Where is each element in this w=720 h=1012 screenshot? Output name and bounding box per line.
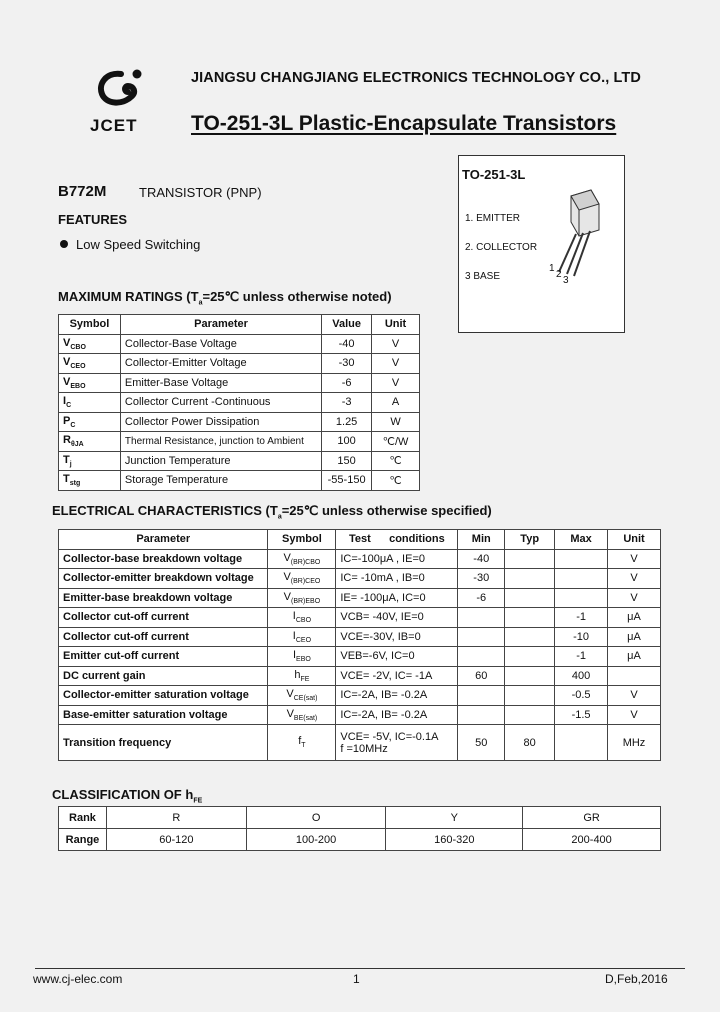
- table-row: [59, 393, 420, 413]
- symbol-cell: $T_{stg}$: [59, 471, 121, 491]
- min-cell: [458, 647, 505, 667]
- pin-1-label: 1. EMITTER: [465, 213, 521, 224]
- range-cell: 200-400: [523, 829, 661, 851]
- unit-cell: ℃/W: [372, 432, 420, 452]
- max-ratings-body: [59, 334, 420, 490]
- electrical-body: [59, 549, 661, 725]
- unit-cell: V: [608, 549, 661, 569]
- bullet-icon: [60, 240, 68, 248]
- unit-cell: V: [608, 569, 661, 589]
- table-row: [59, 432, 420, 452]
- min-cell: -40: [458, 549, 505, 569]
- value-cell: -3: [322, 393, 372, 413]
- param-cell: DC current gain: [59, 666, 268, 686]
- range-row: [59, 829, 661, 851]
- symbol-cell: $V_{(BR)EBO}$: [268, 588, 336, 608]
- table-row: [59, 686, 661, 706]
- header-value: Value: [322, 315, 372, 335]
- parameter-cell: Collector-Base Voltage: [120, 334, 321, 354]
- parameter-cell: Junction Temperature: [120, 451, 321, 471]
- condition-line-2: f =10MHz: [340, 742, 388, 755]
- parameter-cell: Emitter-Base Voltage: [120, 373, 321, 393]
- min-cell: [458, 686, 505, 706]
- electrical-table: [58, 529, 661, 761]
- rank-cell: O: [246, 807, 386, 829]
- condition-cell: IC=-2A, IB= -0.2A: [336, 705, 458, 725]
- header-min: Min: [458, 530, 505, 550]
- value-cell: 1.25: [322, 412, 372, 432]
- feature-item: [60, 237, 200, 252]
- value-cell: 100: [322, 432, 372, 452]
- header-parameter: Parameter: [59, 530, 268, 550]
- param-cell: Collector-base breakdown voltage: [59, 549, 268, 569]
- value-cell: -6: [322, 373, 372, 393]
- classification-heading: CLASSIFICATION OF $h_{FE}$: [52, 787, 203, 805]
- symbol-cell: $V_{EBO}$: [59, 373, 121, 393]
- symbol-cell: $V_{(BR)CEO}$: [268, 569, 336, 589]
- min-cell: -30: [458, 569, 505, 589]
- condition-cell: IC=-2A, IB= -0.2A: [336, 686, 458, 706]
- parameter-cell: Thermal Resistance, junction to Ambient: [120, 432, 321, 452]
- condition-cell: VCE= -2V, IC= -1A: [336, 666, 458, 686]
- footer-divider: [35, 968, 685, 969]
- table-row: [59, 373, 420, 393]
- condition-cell: VCE=-30V, IB=0: [336, 627, 458, 647]
- table-row: [59, 627, 661, 647]
- unit-cell: V: [608, 705, 661, 725]
- condition-cell: VEB=-6V, IC=0: [336, 647, 458, 667]
- unit-cell: V: [372, 354, 420, 374]
- package-name: TO-251-3L: [462, 167, 526, 182]
- symbol-cell: $h_{FE}$: [268, 666, 336, 686]
- condition-line-1: VCE= -5V, IC=-0.1A: [340, 730, 439, 743]
- min-cell: 60: [458, 666, 505, 686]
- typ-cell: [505, 686, 555, 706]
- table-row: [59, 549, 661, 569]
- symbol-cell: $V_{CE(sat)}$: [268, 686, 336, 706]
- max-cell: [555, 549, 608, 569]
- range-cell: 100-200: [246, 829, 386, 851]
- condition-cell: VCB= -40V, IE=0: [336, 608, 458, 628]
- max-ratings-table: [58, 314, 420, 491]
- company-name: JIANGSU CHANGJIANG ELECTRONICS TECHNOLOGY CO., LTD: [191, 70, 641, 86]
- table-header-row: [59, 530, 661, 550]
- value-cell: -40: [322, 334, 372, 354]
- unit-cell: W: [372, 412, 420, 432]
- table-row: [59, 666, 661, 686]
- table-row: [59, 412, 420, 432]
- header-typ: Typ: [505, 530, 555, 550]
- table-header-row: [59, 315, 420, 335]
- table-row: [59, 354, 420, 374]
- symbol-cell: $I_{CEO}$: [268, 627, 336, 647]
- param-cell: Collector cut-off current: [59, 608, 268, 628]
- max-cell: [555, 569, 608, 589]
- value-cell: -30: [322, 354, 372, 374]
- table-row: [59, 608, 661, 628]
- parameter-cell: Collector Current -Continuous: [120, 393, 321, 413]
- unit-cell: V: [372, 334, 420, 354]
- table-row: [59, 588, 661, 608]
- param-cell: Emitter-base breakdown voltage: [59, 588, 268, 608]
- pin-number-2: 2: [556, 269, 562, 280]
- unit-cell: MHz: [608, 725, 661, 761]
- unit-cell: ℃: [372, 471, 420, 491]
- max-cell: -1.5: [555, 705, 608, 725]
- feature-text: Low Speed Switching: [76, 237, 201, 252]
- logo-text: JCET: [90, 116, 138, 135]
- footer-page-number: 1: [353, 972, 360, 986]
- param-cell: Collector cut-off current: [59, 627, 268, 647]
- header-parameter: Parameter: [120, 315, 321, 335]
- param-cell: Base-emitter saturation voltage: [59, 705, 268, 725]
- param-cell: Emitter cut-off current: [59, 647, 268, 667]
- unit-cell: A: [372, 393, 420, 413]
- min-cell: 50: [458, 725, 505, 761]
- part-type: TRANSISTOR (PNP): [139, 185, 262, 200]
- table-row: [59, 451, 420, 471]
- header-symbol: Symbol: [59, 315, 121, 335]
- footer-date: D,Feb,2016: [605, 972, 668, 986]
- header-test-conditions: Test conditions: [336, 530, 458, 550]
- package-box: [458, 155, 625, 333]
- symbol-cell: $V_{CEO}$: [59, 354, 121, 374]
- rank-label: Rank: [59, 807, 107, 829]
- table-row: [59, 569, 661, 589]
- symbol-cell: $f_T$: [268, 725, 336, 761]
- parameter-cell: Storage Temperature: [120, 471, 321, 491]
- header-unit: Unit: [608, 530, 661, 550]
- table-row: [59, 725, 661, 761]
- min-cell: -6: [458, 588, 505, 608]
- features-heading: FEATURES: [58, 212, 128, 227]
- unit-cell: V: [372, 373, 420, 393]
- rank-cell: R: [106, 807, 246, 829]
- symbol-cell: $I_{EBO}$: [268, 647, 336, 667]
- classification-table: [58, 806, 661, 851]
- header-symbol: Symbol: [268, 530, 336, 550]
- condition-cell: IC=-100μA , IE=0: [336, 549, 458, 569]
- param-cell: Transition frequency: [59, 725, 268, 761]
- max-ratings-heading: MAXIMUM RATINGS ($T_a=25℃$ unless otherwise noted): [58, 289, 392, 307]
- min-cell: [458, 627, 505, 647]
- max-cell: -0.5: [555, 686, 608, 706]
- max-cell: -1: [555, 647, 608, 667]
- range-cell: 160-320: [386, 829, 523, 851]
- min-cell: [458, 608, 505, 628]
- range-cell: 60-120: [106, 829, 246, 851]
- condition-cell: IC= -10mA , IB=0: [336, 569, 458, 589]
- max-cell: 400: [555, 666, 608, 686]
- table-row: [59, 334, 420, 354]
- unit-cell: μA: [608, 627, 661, 647]
- unit-cell: V: [608, 686, 661, 706]
- value-cell: -55-150: [322, 471, 372, 491]
- symbol-cell: $V_{(BR)CBO}$: [268, 549, 336, 569]
- electrical-heading: ELECTRICAL CHARACTERISTICS ($T_a=25℃$ unless otherwise specified): [52, 503, 492, 521]
- pin-number-1: 1: [549, 263, 555, 274]
- unit-cell: μA: [608, 647, 661, 667]
- header-max: Max: [555, 530, 608, 550]
- min-cell: [458, 705, 505, 725]
- parameter-cell: Collector Power Dissipation: [120, 412, 321, 432]
- logo-mark-icon: [88, 64, 158, 112]
- pin-2-label: 2. COLLECTOR: [465, 242, 538, 253]
- rank-cell: GR: [523, 807, 661, 829]
- typ-cell: [505, 627, 555, 647]
- typ-cell: [505, 569, 555, 589]
- footer-website[interactable]: www.cj-elec.com: [33, 972, 123, 986]
- param-cell: Collector-emitter saturation voltage: [59, 686, 268, 706]
- unit-cell: [608, 666, 661, 686]
- typ-cell: [505, 705, 555, 725]
- symbol-cell: $V_{BE(sat)}$: [268, 705, 336, 725]
- rank-row: [59, 807, 661, 829]
- value-cell: 150: [322, 451, 372, 471]
- unit-cell: μA: [608, 608, 661, 628]
- symbol-cell: $P_C$: [59, 412, 121, 432]
- unit-cell: V: [608, 588, 661, 608]
- symbol-cell: $I_C$: [59, 393, 121, 413]
- max-cell: [555, 588, 608, 608]
- typ-cell: 80: [505, 725, 555, 761]
- max-cell: [555, 725, 608, 761]
- company-logo: [88, 64, 158, 139]
- symbol-cell: $T_j$: [59, 451, 121, 471]
- typ-cell: [505, 588, 555, 608]
- condition-cell: [336, 725, 458, 761]
- table-row: [59, 647, 661, 667]
- parameter-cell: Collector-Emitter Voltage: [120, 354, 321, 374]
- table-row: [59, 471, 420, 491]
- unit-cell: ℃: [372, 451, 420, 471]
- typ-cell: [505, 666, 555, 686]
- symbol-cell: $R_{\theta JA}$: [59, 432, 121, 452]
- max-cell: -10: [555, 627, 608, 647]
- range-label: Range: [59, 829, 107, 851]
- header-unit: Unit: [372, 315, 420, 335]
- typ-cell: [505, 647, 555, 667]
- part-number: B772M: [58, 183, 107, 200]
- table-row: [59, 705, 661, 725]
- document-title: TO-251-3L Plastic-Encapsulate Transistors: [191, 112, 617, 135]
- pin-number-3: 3: [563, 275, 569, 286]
- rank-cell: Y: [386, 807, 523, 829]
- param-cell: Collector-emitter breakdown voltage: [59, 569, 268, 589]
- typ-cell: [505, 608, 555, 628]
- symbol-cell: $V_{CBO}$: [59, 334, 121, 354]
- condition-cell: IE= -100μA, IC=0: [336, 588, 458, 608]
- symbol-cell: $I_{CBO}$: [268, 608, 336, 628]
- max-cell: -1: [555, 608, 608, 628]
- typ-cell: [505, 549, 555, 569]
- pin-3-label: 3 BASE: [465, 271, 501, 282]
